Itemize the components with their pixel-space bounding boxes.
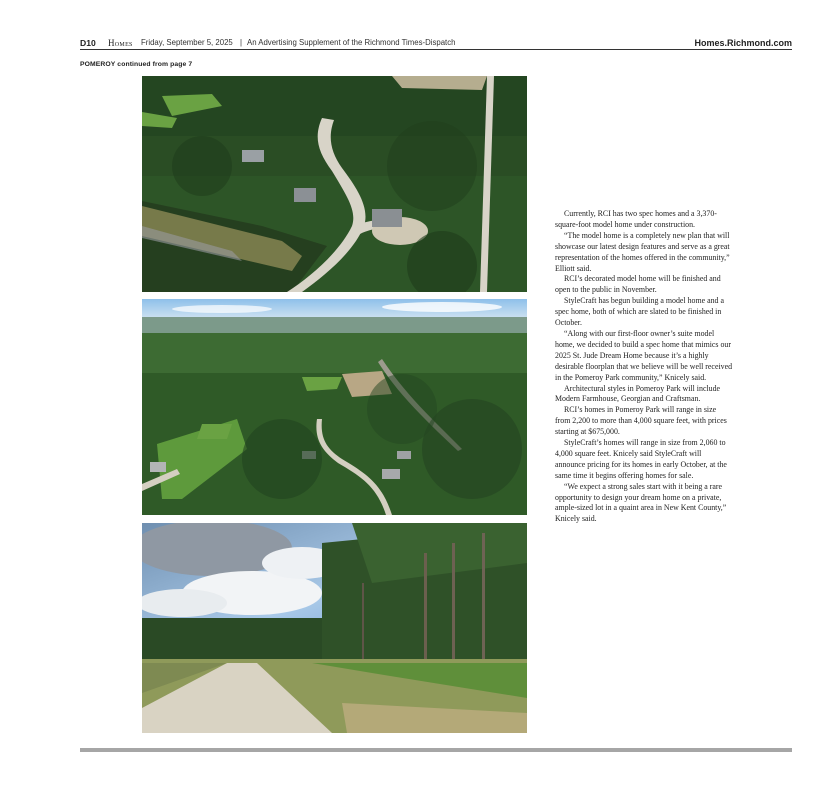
article-paragraph: Currently, RCI has two spec homes and a 3,370-square-foot model home under construction.: [555, 209, 717, 229]
supplement-line: An Advertising Supplement of the Richmond Times-Dispatch: [247, 38, 456, 47]
article-paragraph: “Along with our first-floor owner’s suite model home, we decided to build a spec home that mimics our 2025 St. Jude Dream Home because it’s a highly desirable floorplan that we believe will be well received in the Pomeroy Park community,” Knicely said.: [555, 328, 733, 382]
aerial-photo-cul-de-sac: [142, 76, 527, 292]
article-paragraph: “The model home is a completely new plan that will showcase our latest design features and serve as a great representation of the homes offered in the community,” Elliott said.: [555, 230, 730, 273]
continued-from-label: POMEROY continued from page 7: [80, 61, 193, 68]
article-paragraph: RCI’s decorated model home will be finished and open to the public in November.: [555, 274, 721, 295]
issue-date: Friday, September 5, 2025: [141, 38, 233, 47]
footer-rule: [80, 748, 792, 752]
header-separator: |: [240, 38, 243, 47]
article-paragraph: StyleCraft has begun building a model home and a spec home, both of which are slated to be finished in October.: [555, 296, 724, 328]
site-url[interactable]: Homes.Richmond.com: [694, 38, 792, 48]
road-photo-ground-level: [142, 523, 527, 733]
article-paragraph: RCI’s homes in Pomeroy Park will range in size from 2,200 to more than 4,000 square feet, with prices starting at $675,000.: [555, 405, 727, 437]
article-body: [555, 209, 733, 525]
page-header: [80, 38, 792, 50]
article-paragraph: “We expect a strong sales start with it being a rare opportunity to design your dream home on a private, ample-sized lot in a quaint area in New Kent County,” Knicely said.: [555, 481, 727, 524]
page-number: D10: [80, 38, 96, 48]
aerial-photo-landscape: [142, 299, 527, 515]
article-paragraph: Architectural styles in Pomeroy Park will include Modern Farmhouse, Georgian and Craftsman.: [555, 383, 721, 404]
section-logo: Homes: [108, 38, 133, 48]
article-paragraph: StyleCraft’s homes will range in size from 2,060 to 4,000 square feet. Knicely said StyleCraft will announce pricing for its homes in early October, at the same time it begins offering homes for sale.: [555, 438, 727, 480]
